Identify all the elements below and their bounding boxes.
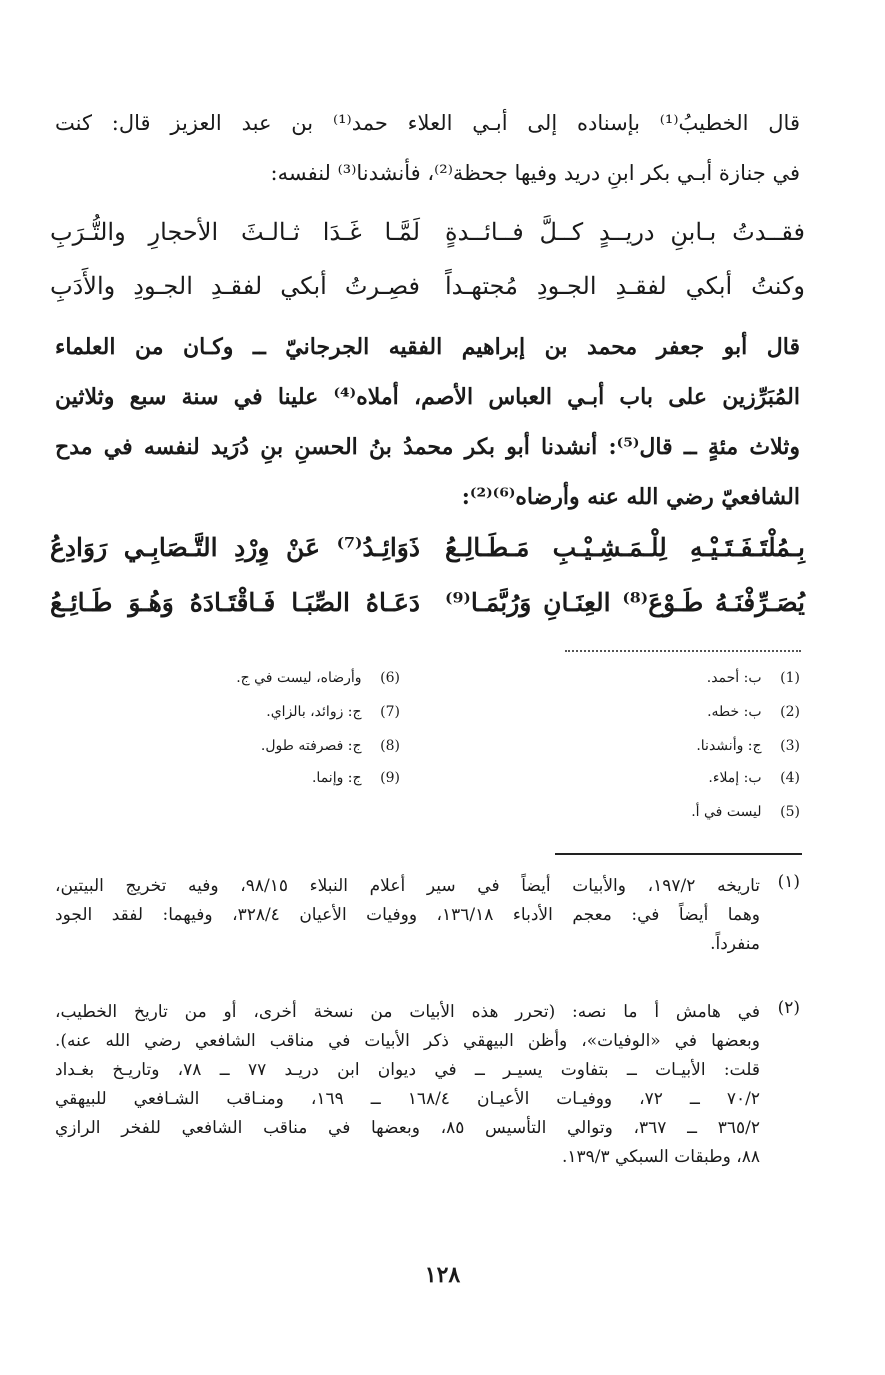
verse-first-hemistich: وكنتُ أبكي لفقـدِ الجـودِ مُجتهـداً: [445, 272, 805, 300]
variant-note: [266, 702, 400, 722]
verse-second-hemistich: لَمَّـا غَـدَا ثـالـثَ الأحجارِ والتُّـرَبِ: [50, 218, 420, 246]
verse-second-hemistich: دَعَـاهُ الصِّبَـا فَـاقْتَـادَهُ وَهُـوَ طَـائِـعُ: [50, 588, 420, 617]
footnote-line: تاريخه ١٩٧/٢، والأبيات أيضاً في سير أعلام النبلاء ٩٨/١٥، وفيه تخريج البيتين،: [55, 876, 761, 896]
note-number: (9): [380, 770, 400, 786]
variant-note: [707, 668, 800, 688]
note-text: ب: أحمد.: [706, 670, 762, 686]
note-number: (4): [780, 770, 800, 786]
note-number: (5): [780, 804, 800, 820]
footnote-line: وبعضها في «الوفيات»، وأظن البيهقي ذكر الأبيات في مناقب الشافعي رضي الله عنه).: [55, 1031, 760, 1051]
note-text: ج: وأنشدنا.: [696, 738, 762, 754]
note-number: (8): [380, 738, 400, 754]
note-text: ليست في أ.: [691, 804, 762, 820]
text-line: المُبَرِّزين على باب أبـي العباس الأصم، أملاه⁽⁴⁾ علينا في سنة سبع وثلاثين: [55, 384, 800, 410]
verse-line: [50, 260, 805, 312]
footnote-line: قلت: الأبيـات ــ بتفاوت يسيـر ــ في ديوان ابن دريـد ٧٧ ــ ٧٨، وتاريـخ بغـداد: [55, 1060, 761, 1080]
verse-first-hemistich: فقــدتُ بـابنِ دريــدٍ كــلَّ فــائــدةٍ: [445, 218, 805, 246]
note-text: ب: إملاء.: [708, 770, 762, 786]
verse-line: [50, 206, 805, 258]
note-text: وأرضاه، ليست في ج.: [236, 670, 362, 686]
verse-first-hemistich: بِـمُلْتَـفَـتَـيْـهِ لِلْـمَـشِـيْـبِ مَـطَـالِـعُ: [445, 533, 805, 562]
footnote-number: (١): [777, 872, 800, 892]
text-line: الشافعيّ رضي الله عنه وأرضاه⁽⁶⁾⁽²⁾:: [461, 484, 800, 510]
footnote-line: ٧٠/٢ ــ ٧٢، ووفيـات الأعيـان ١٦٨/٤ ــ ١٦٩، ومنـاقب الشـافعي للبيهقي: [55, 1089, 760, 1109]
text-line: وثلاث مئةٍ ــ قال⁽⁵⁾: أنشدنا أبو بكر محمدُ بنُ الحسنِ بنِ دُرَيد لنفسه في مدح: [55, 434, 800, 460]
verse-line: [50, 577, 805, 629]
variant-note: [696, 736, 800, 756]
text-line: قال الخطيبُ⁽¹⁾ بإسناده إلى أبـي العلاء حمد⁽¹⁾ بن عبد العزيز قال: كنت: [55, 111, 800, 135]
note-text: ج: فصرفته طول.: [260, 738, 362, 754]
variant-note: [707, 702, 800, 722]
verse-second-hemistich: فصِـرتُ أبكي لفقـدِ الجـودِ والأَدَبِ: [50, 272, 420, 300]
footnote-number: (٢): [777, 998, 800, 1018]
variant-note: [708, 768, 800, 788]
intro-paragraph: [55, 98, 800, 198]
verse-first-hemistich: يُصَـرِّفْنَـهُ طَـوْعَ⁽⁸⁾ العِنَـانِ وَرُبَّمَـا⁽⁹⁾: [445, 588, 805, 617]
note-text: ج: زوائد، بالزاي.: [266, 704, 362, 720]
variant-note: [312, 768, 400, 788]
note-number: (2): [780, 704, 800, 720]
note-text: ج: وإنما.: [311, 770, 362, 786]
text-line: في جنازة أبـي بكر ابنِ دريد وفيها جحظة⁽²⁾، فأنشدنا⁽³⁾ لنفسه:: [270, 161, 800, 185]
footnote: [55, 998, 800, 1172]
note-number: (3): [780, 738, 800, 754]
footnote: [55, 872, 800, 959]
variant-note: [261, 736, 400, 756]
dotted-separator: [565, 650, 801, 652]
page-number: ١٢٨: [424, 1262, 461, 1288]
narration-paragraph: [55, 322, 800, 522]
note-text: ب: خطه.: [707, 704, 762, 720]
note-number: (1): [780, 670, 800, 686]
footnote-line: ٨٨، وطبقات السبكي ١٣٩/٣.: [561, 1147, 760, 1167]
footnote-rule: [555, 853, 802, 855]
footnote-line: وهما أيضاً في: معجم الأدباء ١٣٦/١٨، ووفيات الأعيان ٣٢٨/٤، وفيهما: لفقد الجود: [55, 905, 760, 925]
footnote-line: ٣٦٥/٢ ــ ٣٦٧، وتوالي التأسيس ٨٥، وبعضها في مناقب الشافعي للفخر الرازي: [55, 1118, 760, 1138]
footnote-line: منفرداً.: [710, 934, 760, 954]
note-number: (6): [380, 670, 400, 686]
verse-line: [50, 522, 805, 574]
variant-note: [236, 668, 400, 688]
footnote-line: في هامش أ ما نصه: (تحرر هذه الأبيات من نسخة أخرى، أو من تاريخ الخطيب،: [55, 1002, 760, 1022]
text-line: قال أبو جعفر محمد بن إبراهيم الفقيه الجرجانيّ ــ وكـان من العلماء: [55, 334, 800, 360]
variant-note: [691, 802, 800, 822]
verse-second-hemistich: ذَوَائِـدُ⁽⁷⁾ عَنْ وِرْدِ التَّـصَابِـي رَوَادِعُ: [50, 533, 420, 562]
note-number: (7): [380, 704, 400, 720]
